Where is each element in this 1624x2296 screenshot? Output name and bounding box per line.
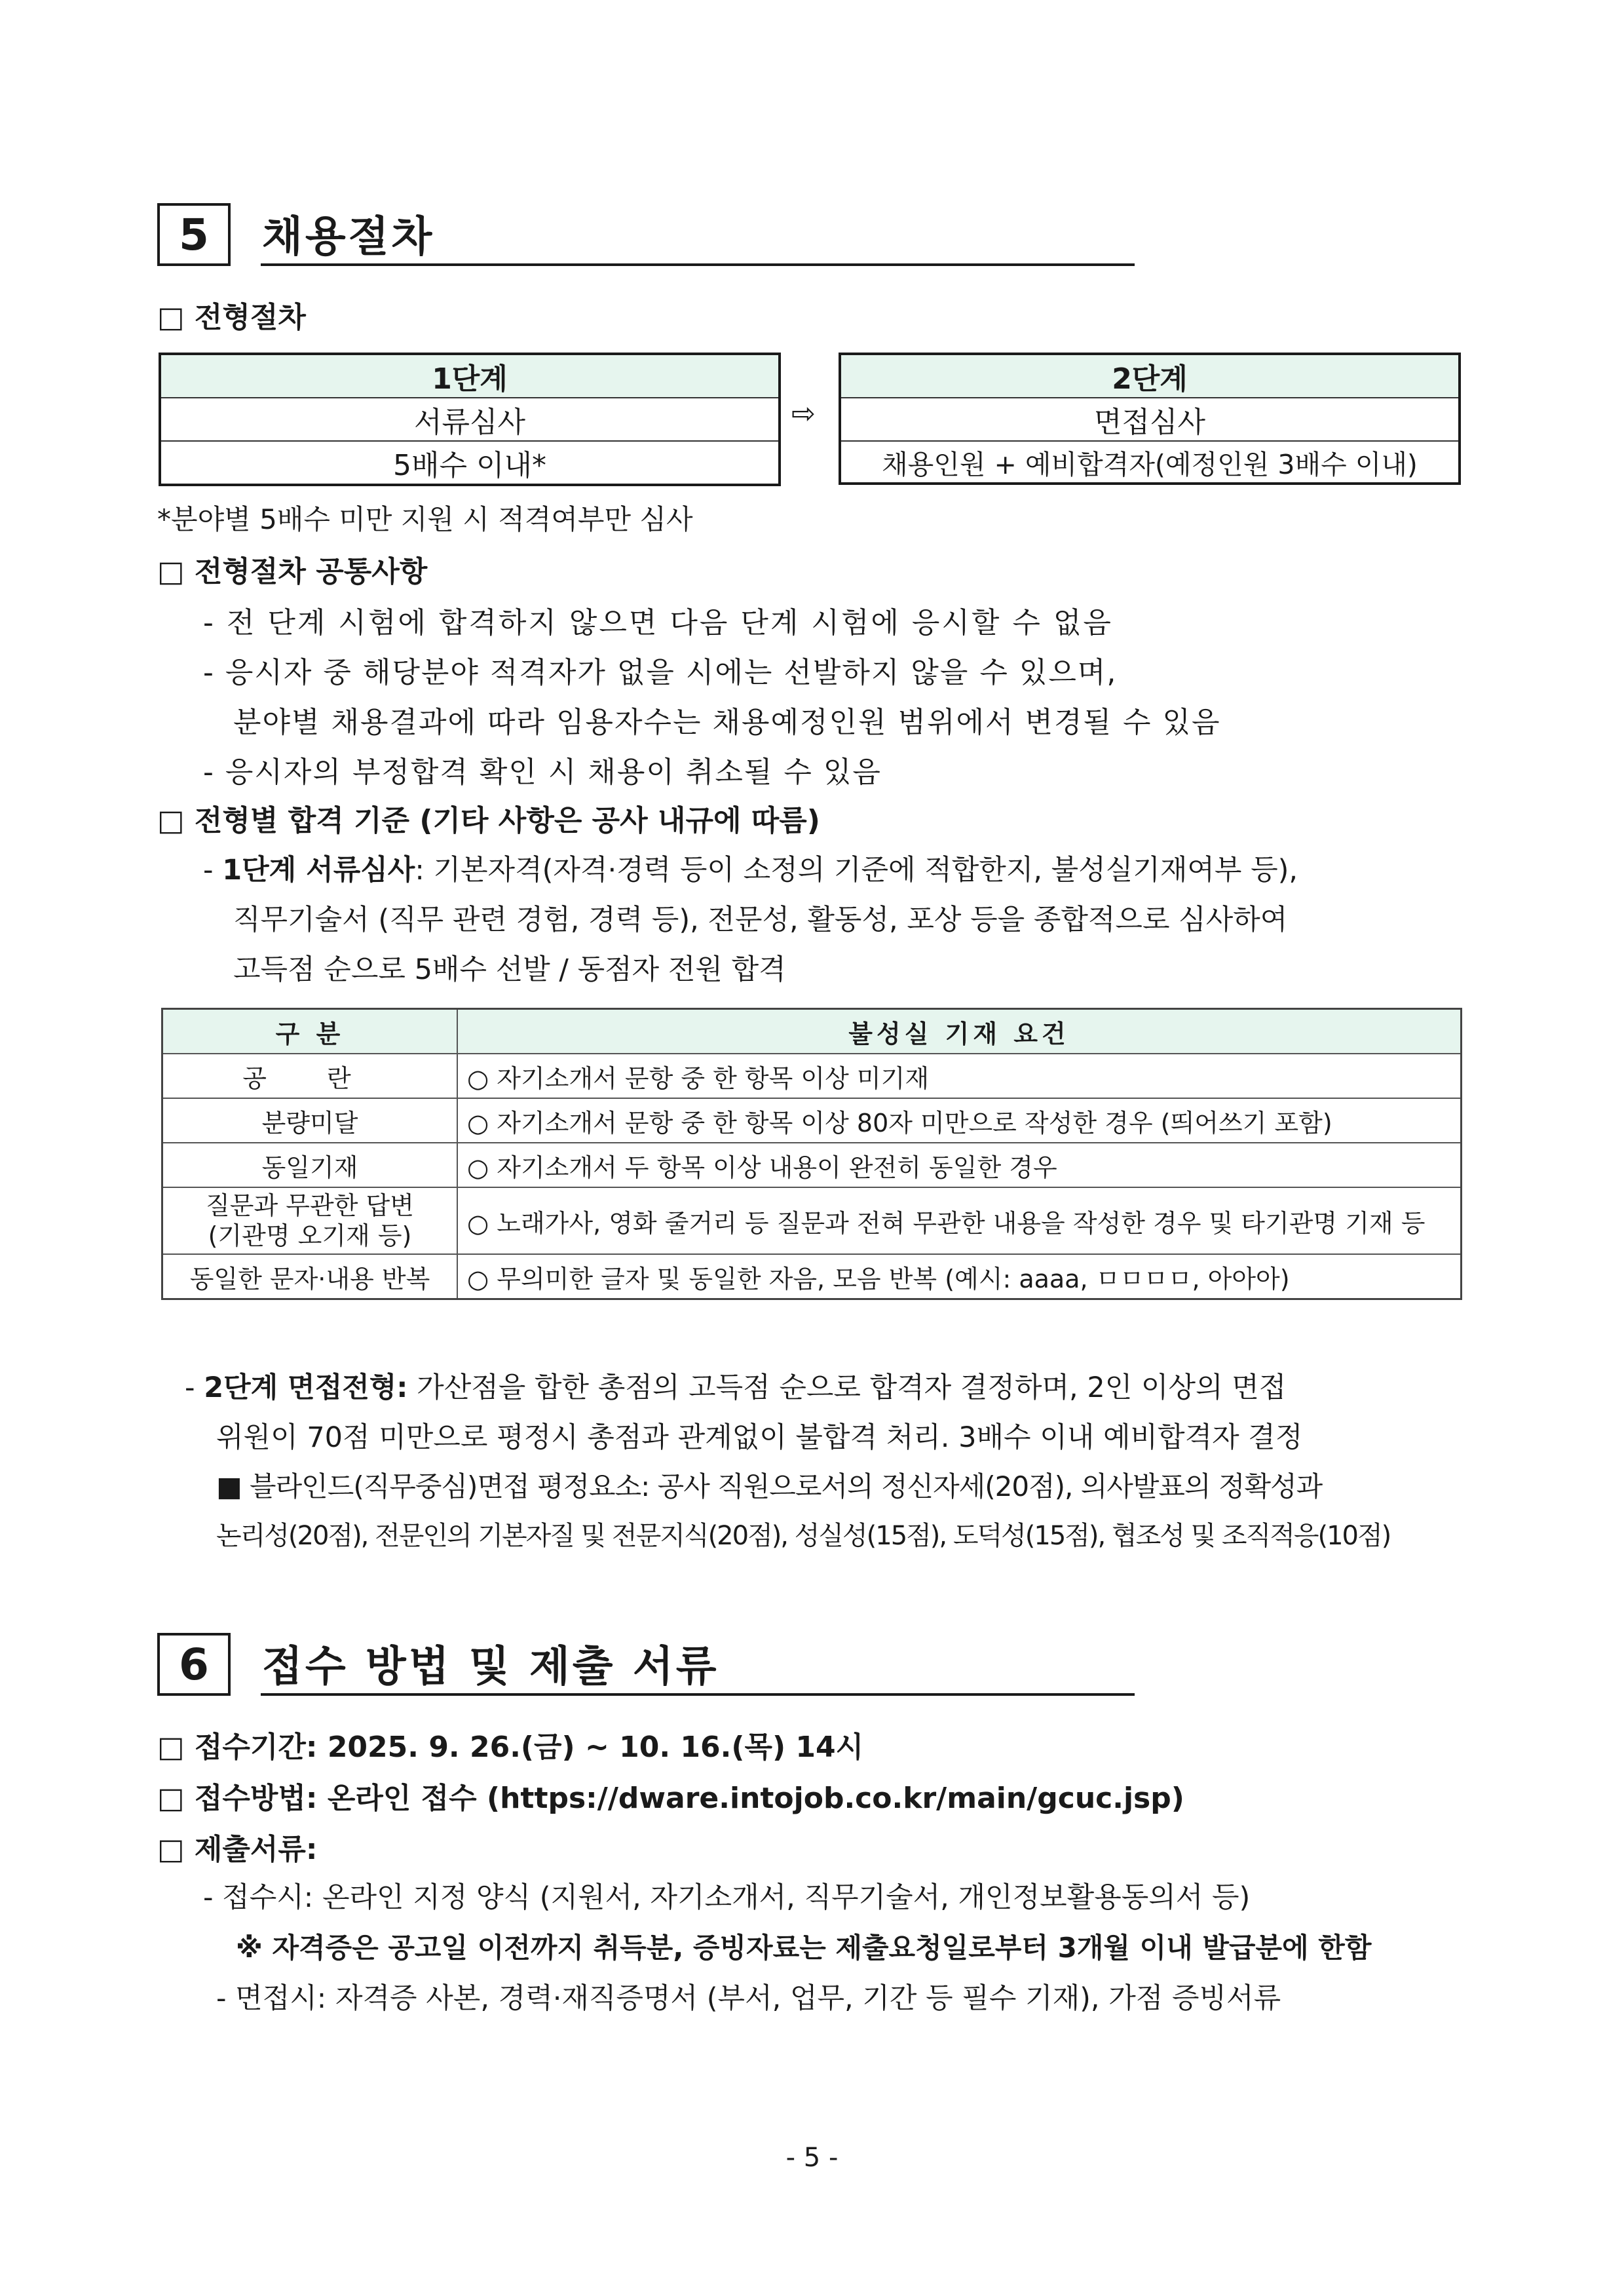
section-number: 6 xyxy=(179,1639,209,1690)
stage1-criteria xyxy=(203,848,1298,888)
criteria-heading: □ 전형별 합격 기준 (기타 사항은 공사 내규에 따름) xyxy=(157,804,820,837)
row-requirement: ○ 무의미한 글자 및 동일한 자음, 모음 반복 (예시: aaaa, ㅁㅁㅁㅁ, 아아아) xyxy=(457,1254,1462,1299)
stage2-line: 논리성(20점), 전문인의 기본자질 및 전문지식(20점), 성실성(15점), 도덕성(15점), 협조성 및 조직적응(10점) xyxy=(216,1521,1391,1551)
row-category: 동일한 문자·내용 반복 xyxy=(162,1254,458,1299)
footnote: *분야별 5배수 미만 지원 시 적격여부만 심사 xyxy=(157,503,693,535)
stage1-name: 서류심사 xyxy=(160,398,780,441)
section-title: 채용절차 xyxy=(262,213,435,261)
row-requirement: ○ 자기소개서 문항 중 한 항목 이상 80자 미만으로 작성한 경우 (띄어쓰기 포함) xyxy=(457,1098,1462,1143)
stage2-detail: 채용인원 + 예비합격자(예정인원 3배수 이내) xyxy=(840,441,1460,484)
documents-note: ※ 자격증은 공고일 이전까지 취득분, 증빙자료는 제출요청일로부터 3개월 이내 발급분에 한함 xyxy=(236,1932,1372,1964)
stage1-table xyxy=(159,353,781,486)
table-row xyxy=(162,1143,1462,1187)
row-category: 질문과 무관한 답변 (기관명 오기재 등) xyxy=(162,1187,458,1254)
section-underline xyxy=(261,263,1135,266)
table-row xyxy=(162,1098,1462,1143)
stage1-detail: 5배수 이내* xyxy=(160,441,780,485)
section-title: 접수 방법 및 제출 서류 xyxy=(262,1643,719,1691)
application-method: □ 접수방법: 온라인 접수 (https://dware.intojob.co.kr/main/gcuc.jsp) xyxy=(157,1782,1184,1815)
stage1-label: 1단계 서류심사 xyxy=(222,854,415,887)
page-number: - 5 - xyxy=(785,2143,839,2173)
table-header-category: 구 분 xyxy=(162,1009,458,1054)
row-category: 분량미달 xyxy=(162,1098,458,1143)
stage1-prefix: - xyxy=(203,854,223,887)
stage1-line: 직무기술서 (직무 관련 경험, 경력 등), 전문성, 활동성, 포상 등을 종합적으로 심사하여 xyxy=(233,904,1288,936)
process-heading: □ 전형절차 xyxy=(157,301,306,334)
common-item: - 응시자 중 해당분야 적격자가 없을 시에는 선발하지 않을 수 있으며, xyxy=(203,656,1118,689)
table-row xyxy=(162,1254,1462,1299)
row-category: 공 란 xyxy=(162,1054,458,1098)
documents-item: - 접수시: 온라인 지정 양식 (지원서, 자기소개서, 직무기술서, 개인정보활용동의서 등) xyxy=(203,1881,1251,1914)
common-heading: □ 전형절차 공통사항 xyxy=(157,555,428,588)
section-number-box xyxy=(157,1633,231,1696)
documents-heading: □ 제출서류: xyxy=(157,1833,318,1866)
row-category: 동일기재 xyxy=(162,1143,458,1187)
table-header-requirement: 불성실 기재 요건 xyxy=(457,1009,1462,1054)
stage1-line: 고득점 순으로 5배수 선발 / 동점자 전원 합격 xyxy=(233,953,786,986)
application-period: □ 접수기간: 2025. 9. 26.(금) ~ 10. 16.(목) 14시 xyxy=(157,1731,864,1764)
arrow-icon: ⇨ xyxy=(791,397,816,430)
stage2-label: 2단계 면접전형: xyxy=(204,1371,408,1404)
documents-item: - 면접시: 자격증 사본, 경력·재직증명서 (부서, 업무, 기간 등 필수 기재), 가점 증빙서류 xyxy=(216,1982,1281,2015)
common-item: - 전 단계 시험에 합격하지 않으면 다음 단계 시험에 응시할 수 없음 xyxy=(203,606,1113,640)
stage2-prefix: - xyxy=(185,1371,204,1404)
stage2-criteria xyxy=(185,1366,1286,1406)
stage2-table xyxy=(839,353,1461,485)
criteria-table xyxy=(161,1008,1462,1300)
table-row xyxy=(162,1187,1462,1254)
stage2-text: 가산점을 합한 총점의 고득점 순으로 합격자 결정하며, 2인 이상의 면접 xyxy=(407,1371,1287,1404)
stage1-text: : 기본자격(자격·경력 등이 소정의 기준에 적합한지, 불성실기재여부 등), xyxy=(415,854,1298,887)
row-requirement: ○ 자기소개서 두 항목 이상 내용이 완전히 동일한 경우 xyxy=(457,1143,1462,1187)
stage2-line: ■ 블라인드(직무중심)면접 평정요소: 공사 직원으로서의 정신자세(20점), 의사발표의 정확성과 xyxy=(216,1470,1323,1502)
section-number: 5 xyxy=(179,209,209,260)
row-requirement: ○ 노래가사, 영화 줄거리 등 질문과 전혀 무관한 내용을 작성한 경우 및 타기관명 기재 등 xyxy=(457,1187,1462,1254)
section-number-box xyxy=(157,203,231,266)
row-requirement: ○ 자기소개서 문항 중 한 항목 이상 미기재 xyxy=(457,1054,1462,1098)
stage2-header: 2단계 xyxy=(840,354,1460,398)
stage2-name: 면접심사 xyxy=(840,398,1460,441)
stage2-line: 위원이 70점 미만으로 평정시 총점과 관계없이 불합격 처리. 3배수 이내 예비합격자 결정 xyxy=(216,1421,1303,1454)
common-item: 분야별 채용결과에 따라 임용자수는 채용예정인원 범위에서 변경될 수 있음 xyxy=(233,706,1221,739)
common-item: - 응시자의 부정합격 확인 시 채용이 취소될 수 있음 xyxy=(203,756,882,789)
section-underline xyxy=(261,1693,1135,1696)
table-row xyxy=(162,1054,1462,1098)
stage1-header: 1단계 xyxy=(160,354,780,398)
